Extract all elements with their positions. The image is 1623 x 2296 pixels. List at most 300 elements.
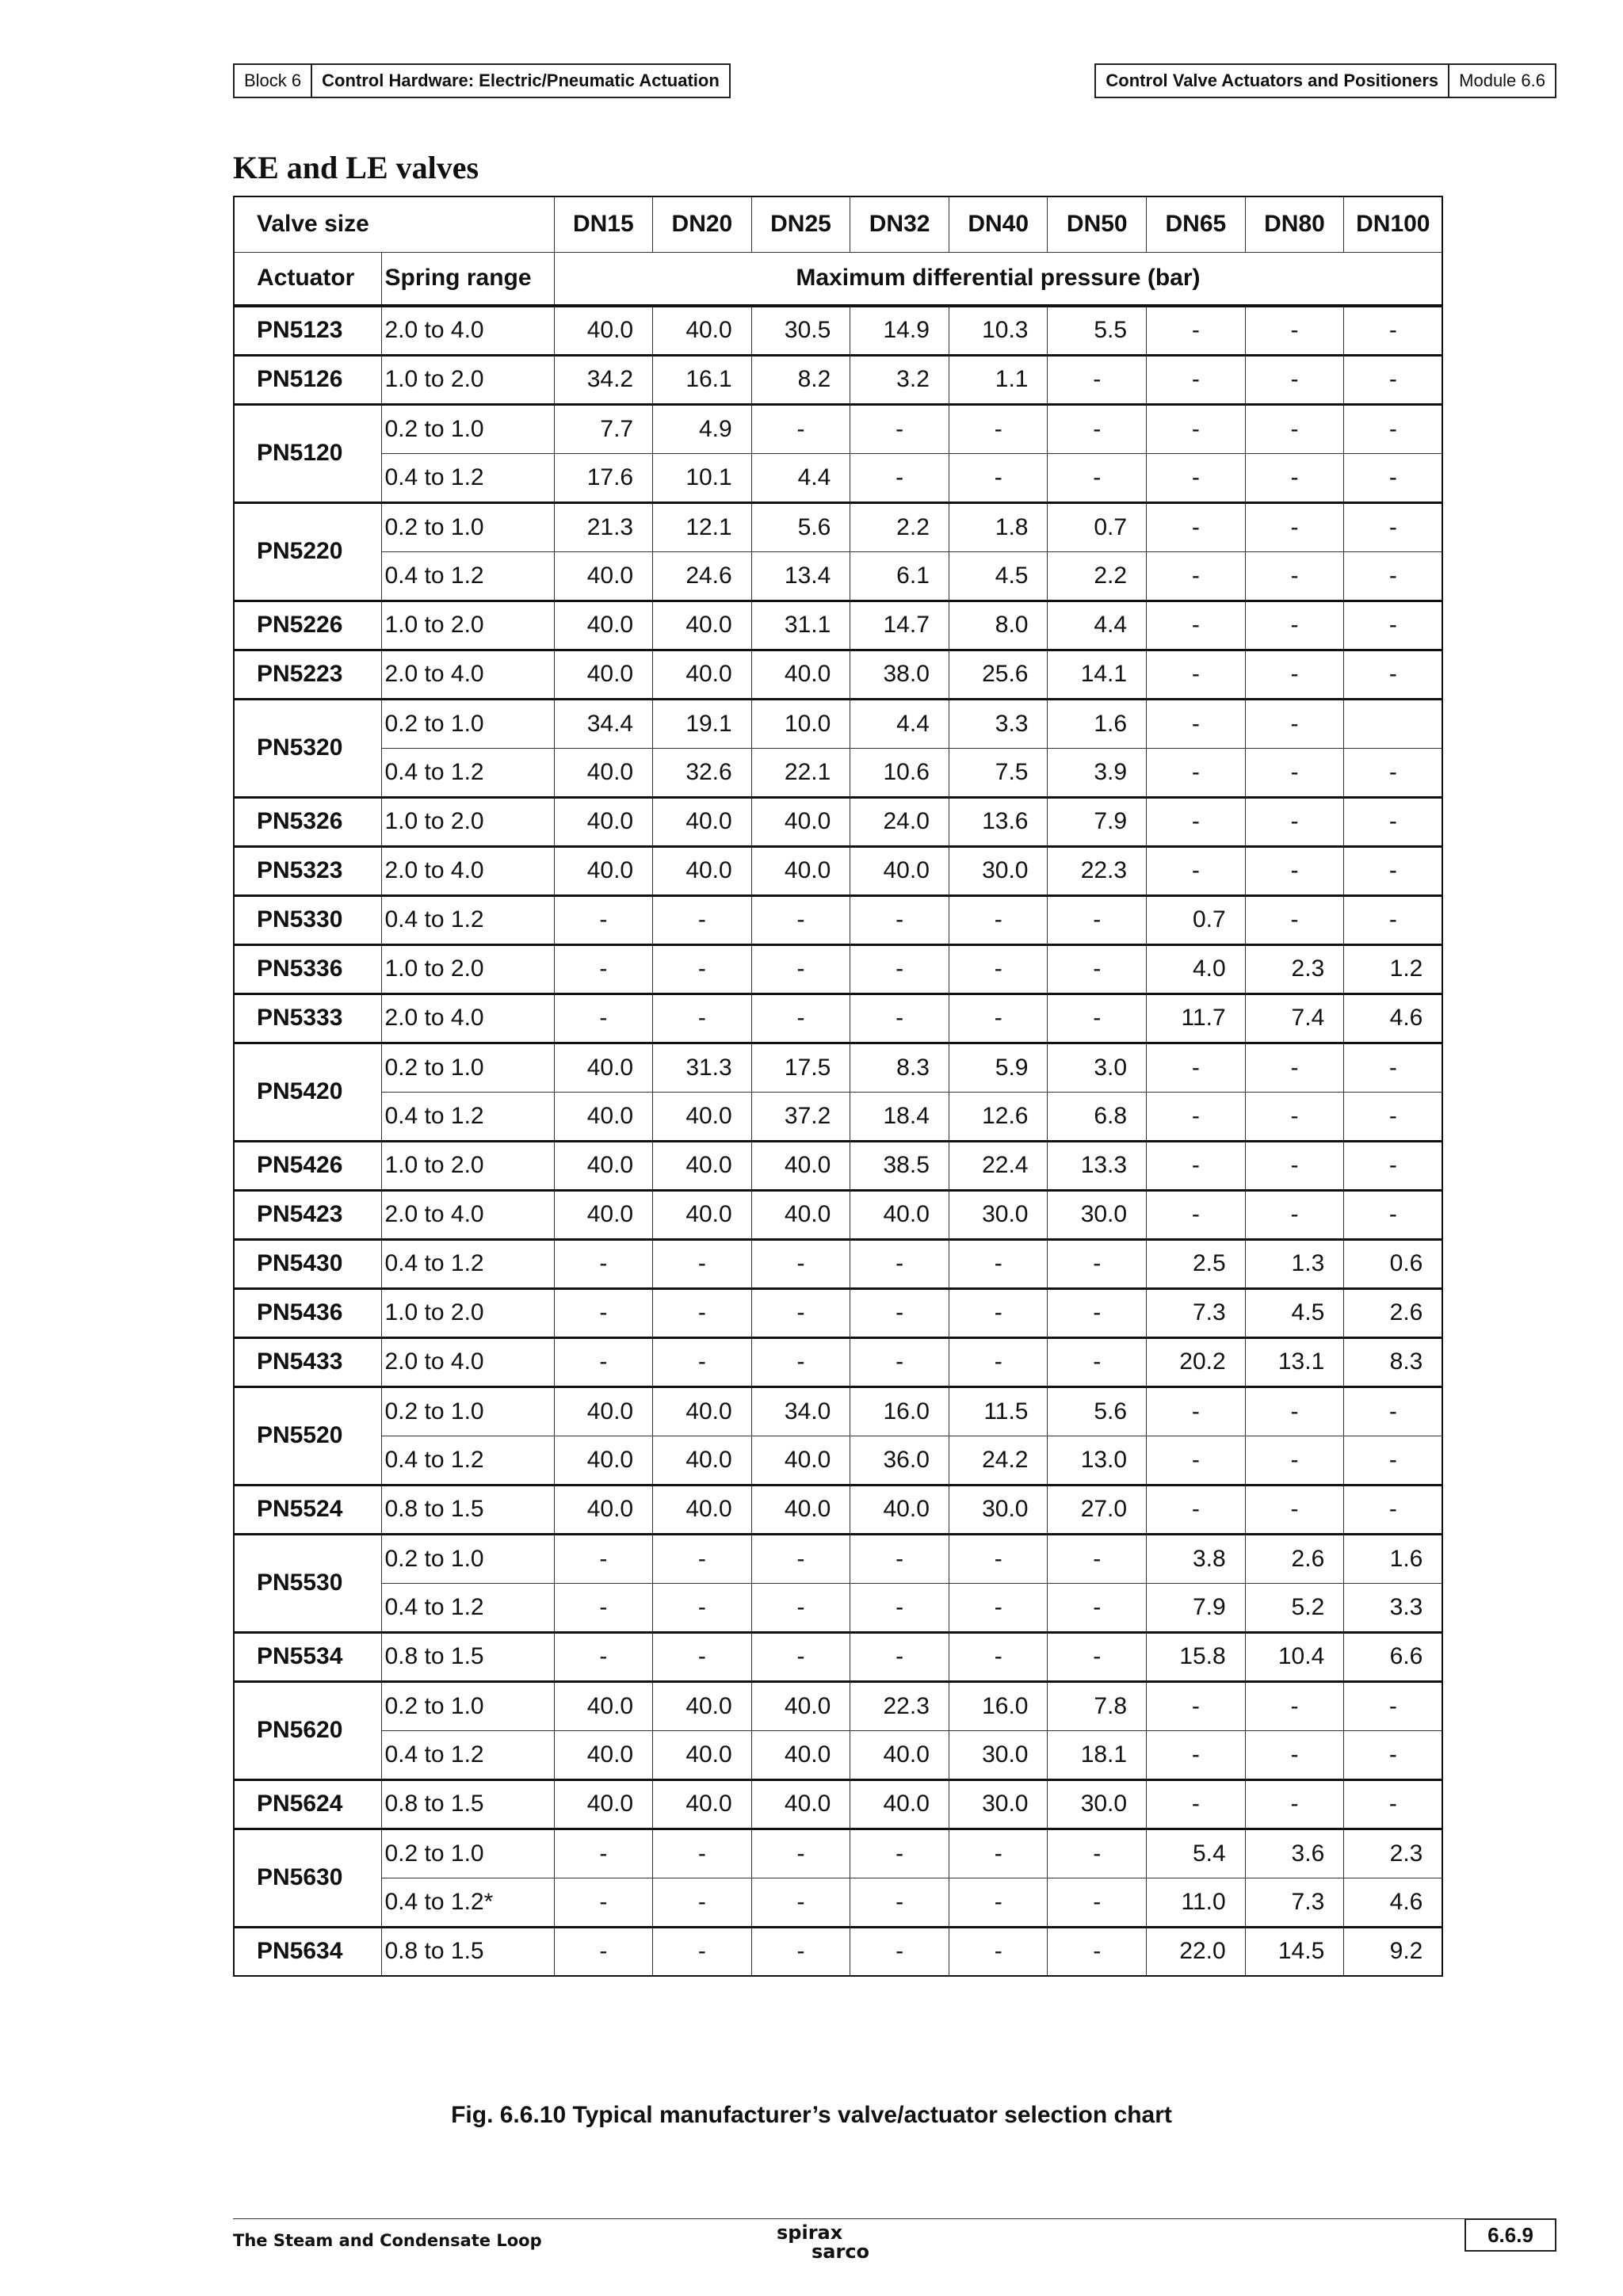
actuator-cell: PN5620 [234, 1681, 381, 1779]
pressure-cell: - [1147, 453, 1246, 502]
table-row [234, 944, 1442, 994]
pressure-cell: - [653, 1829, 752, 1878]
pressure-cell: - [1245, 895, 1344, 944]
spring-range-cell: 0.8 to 1.5 [381, 1485, 554, 1534]
pressure-cell: - [1344, 502, 1443, 551]
pressure-cell: 37.2 [751, 1092, 850, 1141]
actuator-cell: PN5436 [234, 1288, 381, 1337]
pressure-cell: - [751, 1583, 850, 1632]
pressure-cell: 7.9 [1147, 1583, 1246, 1632]
pressure-cell: - [554, 1288, 653, 1337]
pressure-cell: - [1344, 551, 1443, 601]
actuator-cell: PN5624 [234, 1779, 381, 1829]
pressure-cell: 40.0 [554, 1043, 653, 1092]
pressure-cell: 40.0 [751, 846, 850, 895]
pressure-cell: - [949, 453, 1048, 502]
pressure-cell: - [1245, 502, 1344, 551]
pressure-cell: 30.0 [949, 1485, 1048, 1534]
pressure-cell: 8.2 [751, 355, 850, 404]
pressure-cell: 40.0 [554, 1681, 653, 1730]
pressure-cell: 21.3 [554, 502, 653, 551]
table-row [234, 699, 1442, 748]
pressure-cell: - [949, 1829, 1048, 1878]
actuator-cell: PN5226 [234, 601, 381, 650]
pressure-cell: 4.0 [1147, 944, 1246, 994]
pressure-cell: 4.9 [653, 404, 752, 453]
table-row [234, 1485, 1442, 1534]
pressure-cell: - [850, 1829, 949, 1878]
pressure-cell: 31.1 [751, 601, 850, 650]
spring-range-cell: 0.2 to 1.0 [381, 1534, 554, 1583]
spring-range-cell: 2.0 to 4.0 [381, 846, 554, 895]
pressure-cell: 2.3 [1245, 944, 1344, 994]
spring-range-cell: 0.4 to 1.2 [381, 1583, 554, 1632]
pressure-cell: 40.0 [653, 1730, 752, 1779]
pressure-cell: 40.0 [554, 748, 653, 797]
table-row [234, 895, 1442, 944]
pressure-cell: 5.9 [949, 1043, 1048, 1092]
pressure-cell: - [1147, 1485, 1246, 1534]
pressure-cell: - [1245, 1141, 1344, 1190]
pressure-cell: 40.0 [653, 1141, 752, 1190]
pressure-cell: - [653, 1927, 752, 1976]
pressure-cell: 40.0 [850, 1779, 949, 1829]
size-header-dn100: DN100 [1344, 196, 1443, 252]
pressure-cell: 34.2 [554, 355, 653, 404]
pressure-cell: - [1048, 1632, 1147, 1681]
pressure-cell: - [653, 1534, 752, 1583]
actuator-cell: PN5330 [234, 895, 381, 944]
pressure-cell: - [1245, 1043, 1344, 1092]
pressure-cell: 24.0 [850, 797, 949, 846]
pressure-cell: 36.0 [850, 1436, 949, 1485]
size-header-dn32: DN32 [850, 196, 949, 252]
pressure-cell: - [1245, 748, 1344, 797]
pressure-cell: - [1344, 601, 1443, 650]
pressure-cell: - [1245, 699, 1344, 748]
pressure-cell: - [1245, 1681, 1344, 1730]
pressure-cell: 10.6 [850, 748, 949, 797]
pressure-cell: 3.8 [1147, 1534, 1246, 1583]
pressure-cell: 3.2 [850, 355, 949, 404]
pressure-cell: 7.3 [1147, 1288, 1246, 1337]
pressure-cell: 40.0 [850, 1190, 949, 1239]
pressure-cell: - [1245, 1485, 1344, 1534]
table-row [234, 1043, 1442, 1092]
pressure-cell: 22.1 [751, 748, 850, 797]
spring-range-cell: 0.4 to 1.2 [381, 1730, 554, 1779]
spring-range-cell: 0.4 to 1.2 [381, 748, 554, 797]
actuator-cell: PN5423 [234, 1190, 381, 1239]
pressure-cell: - [1344, 404, 1443, 453]
pressure-cell: 12.1 [653, 502, 752, 551]
pressure-cell: - [850, 1878, 949, 1927]
pressure-cell: - [1147, 601, 1246, 650]
pressure-cell: 16.1 [653, 355, 752, 404]
table-row [234, 1632, 1442, 1681]
size-header-dn80: DN80 [1245, 196, 1344, 252]
spring-range-cell: 0.2 to 1.0 [381, 502, 554, 551]
pressure-cell: - [1344, 797, 1443, 846]
pressure-cell: 5.6 [1048, 1386, 1147, 1436]
pressure-cell: - [1344, 748, 1443, 797]
pressure-cell: 4.4 [751, 453, 850, 502]
pressure-cell: - [1147, 846, 1246, 895]
pressure-cell: - [554, 1337, 653, 1386]
pressure-cell: - [554, 1927, 653, 1976]
pressure-cell: - [1344, 1190, 1443, 1239]
spring-range-cell: 1.0 to 2.0 [381, 601, 554, 650]
figure-caption: Fig. 6.6.10 Typical manufacturer’s valve/actuator selection chart [451, 2102, 1172, 2128]
pressure-cell: - [1344, 1386, 1443, 1436]
pressure-cell: 2.6 [1344, 1288, 1443, 1337]
pressure-cell: 40.0 [653, 650, 752, 699]
actuator-cell: PN5336 [234, 944, 381, 994]
spring-range-cell: 0.2 to 1.0 [381, 1829, 554, 1878]
pressure-cell: - [1245, 1730, 1344, 1779]
pressure-cell: 9.2 [1344, 1927, 1443, 1976]
pressure-cell: 10.1 [653, 453, 752, 502]
pressure-cell: - [1245, 797, 1344, 846]
pressure-cell: - [1147, 306, 1246, 355]
actuator-cell: PN5430 [234, 1239, 381, 1288]
pressure-cell: 13.3 [1048, 1141, 1147, 1190]
pressure-cell: 4.6 [1344, 994, 1443, 1043]
pressure-cell: 6.1 [850, 551, 949, 601]
pressure-cell: 2.2 [1048, 551, 1147, 601]
pressure-cell: 19.1 [653, 699, 752, 748]
pressure-cell: 22.0 [1147, 1927, 1246, 1976]
pressure-cell: 2.6 [1245, 1534, 1344, 1583]
pressure-cell: 2.2 [850, 502, 949, 551]
logo-top: spirax [777, 2222, 843, 2244]
pressure-cell: - [1048, 994, 1147, 1043]
pressure-cell: 5.2 [1245, 1583, 1344, 1632]
pressure-cell: - [653, 1878, 752, 1927]
module-label: Module 6.6 [1448, 65, 1555, 97]
table-row [234, 1878, 1442, 1927]
spring-range-label: Spring range [381, 252, 554, 306]
pressure-cell: - [554, 1583, 653, 1632]
pressure-cell: - [653, 1583, 752, 1632]
pressure-cell: 40.0 [554, 1779, 653, 1829]
pressure-cell: - [1048, 355, 1147, 404]
actuator-header-row [234, 252, 1442, 306]
pressure-cell: 40.0 [554, 1730, 653, 1779]
pressure-cell: - [850, 994, 949, 1043]
pressure-cell: 4.4 [1048, 601, 1147, 650]
pressure-cell: - [751, 1632, 850, 1681]
logo-bottom: sarco [812, 2241, 870, 2263]
pressure-cell: 40.0 [751, 1681, 850, 1730]
pressure-cell: 20.2 [1147, 1337, 1246, 1386]
pressure-cell: 40.0 [653, 1436, 752, 1485]
pressure-cell: - [1245, 601, 1344, 650]
spring-range-cell: 0.8 to 1.5 [381, 1779, 554, 1829]
actuator-cell: PN5630 [234, 1829, 381, 1927]
pressure-cell: - [1245, 1386, 1344, 1436]
pressure-cell: 3.3 [1344, 1583, 1443, 1632]
section-title: KE and LE valves [233, 150, 479, 185]
block-title: Control Hardware: Electric/Pneumatic Actuation [311, 65, 729, 97]
pressure-cell: 1.3 [1245, 1239, 1344, 1288]
pressure-cell: - [1344, 1436, 1443, 1485]
pressure-cell: 40.0 [751, 1730, 850, 1779]
pressure-cell: 5.4 [1147, 1829, 1246, 1878]
pressure-cell: 4.5 [1245, 1288, 1344, 1337]
actuator-cell: PN5326 [234, 797, 381, 846]
pressure-cell: - [1344, 1730, 1443, 1779]
pressure-cell: - [1147, 1141, 1246, 1190]
table-row [234, 1534, 1442, 1583]
pressure-cell: 31.3 [653, 1043, 752, 1092]
pressure-cell: - [751, 1878, 850, 1927]
table-row [234, 453, 1442, 502]
pressure-cell: - [1344, 306, 1443, 355]
table-row [234, 1436, 1442, 1485]
pressure-cell: 40.0 [653, 1190, 752, 1239]
pressure-cell: 18.1 [1048, 1730, 1147, 1779]
pressure-cell: 40.0 [653, 1386, 752, 1436]
valve-size-label: Valve size [234, 196, 554, 252]
pressure-cell: 7.9 [1048, 797, 1147, 846]
pressure-cell: - [850, 895, 949, 944]
spring-range-cell: 2.0 to 4.0 [381, 994, 554, 1043]
pressure-cell: 1.6 [1048, 699, 1147, 748]
pressure-cell: 7.3 [1245, 1878, 1344, 1927]
spring-range-cell: 1.0 to 2.0 [381, 1288, 554, 1337]
pressure-cell: 5.6 [751, 502, 850, 551]
pressure-cell: 12.6 [949, 1092, 1048, 1141]
table-row [234, 797, 1442, 846]
pressure-cell: - [1147, 1436, 1246, 1485]
size-header-dn65: DN65 [1147, 196, 1246, 252]
spring-range-cell: 2.0 to 4.0 [381, 1337, 554, 1386]
pressure-cell: 16.0 [949, 1681, 1048, 1730]
pressure-cell: - [1048, 1829, 1147, 1878]
pressure-cell: 32.6 [653, 748, 752, 797]
pressure-cell: 38.5 [850, 1141, 949, 1190]
spring-range-cell: 1.0 to 2.0 [381, 797, 554, 846]
pressure-cell: - [1344, 1779, 1443, 1829]
pressure-cell: 40.0 [554, 650, 653, 699]
pressure-cell: 34.0 [751, 1386, 850, 1436]
spring-range-cell: 0.4 to 1.2 [381, 1436, 554, 1485]
pressure-cell: 13.0 [1048, 1436, 1147, 1485]
table-row [234, 306, 1442, 355]
pressure-cell: - [653, 994, 752, 1043]
pressure-cell: 22.3 [850, 1681, 949, 1730]
pressure-cell: - [751, 895, 850, 944]
pressure-cell: - [949, 994, 1048, 1043]
pressure-cell: - [751, 994, 850, 1043]
pressure-cell: 40.0 [653, 797, 752, 846]
pressure-cell: 40.0 [751, 1190, 850, 1239]
pressure-cell: - [1245, 355, 1344, 404]
pressure-cell: - [1344, 1092, 1443, 1141]
pressure-cell: 40.0 [554, 1092, 653, 1141]
pressure-cell: 7.4 [1245, 994, 1344, 1043]
pressure-cell: 22.4 [949, 1141, 1048, 1190]
pressure-cell: - [1048, 944, 1147, 994]
pressure-cell: 8.0 [949, 601, 1048, 650]
pressure-cell: - [1147, 1779, 1246, 1829]
pressure-cell: 2.5 [1147, 1239, 1246, 1288]
table-row [234, 1288, 1442, 1337]
pressure-cell: 6.8 [1048, 1092, 1147, 1141]
table-row [234, 994, 1442, 1043]
spring-range-cell: 0.8 to 1.5 [381, 1927, 554, 1976]
pressure-cell: - [1147, 502, 1246, 551]
pressure-cell: 2.3 [1344, 1829, 1443, 1878]
pressure-cell: - [1147, 551, 1246, 601]
pressure-cell: - [1245, 1436, 1344, 1485]
pressure-cell: 1.6 [1344, 1534, 1443, 1583]
pressure-cell: 34.4 [554, 699, 653, 748]
actuator-cell: PN5634 [234, 1927, 381, 1976]
actuator-cell: PN5126 [234, 355, 381, 404]
pressure-cell: - [1245, 650, 1344, 699]
spring-range-cell: 0.4 to 1.2 [381, 551, 554, 601]
pressure-cell: - [1344, 1681, 1443, 1730]
pressure-cell: 11.5 [949, 1386, 1048, 1436]
actuator-cell: PN5426 [234, 1141, 381, 1190]
max-diff-pressure-label: Maximum differential pressure (bar) [554, 252, 1442, 306]
spring-range-cell: 2.0 to 4.0 [381, 650, 554, 699]
pressure-cell: - [1147, 650, 1246, 699]
pressure-cell: - [1048, 1288, 1147, 1337]
pressure-cell: - [1147, 1190, 1246, 1239]
table-row [234, 1092, 1442, 1141]
pressure-cell: 40.0 [554, 1436, 653, 1485]
pressure-cell: 16.0 [850, 1386, 949, 1436]
pressure-cell: - [850, 453, 949, 502]
pressure-cell: - [1344, 846, 1443, 895]
pressure-cell: - [949, 1878, 1048, 1927]
pressure-cell: - [653, 1632, 752, 1681]
pressure-cell: - [1344, 453, 1443, 502]
pressure-cell: 8.3 [850, 1043, 949, 1092]
footer-title: The Steam and Condensate Loop [233, 2231, 542, 2250]
pressure-cell: - [554, 1878, 653, 1927]
table-row [234, 1190, 1442, 1239]
pressure-cell: 10.0 [751, 699, 850, 748]
spring-range-cell: 0.4 to 1.2* [381, 1878, 554, 1927]
pressure-cell: - [1048, 1534, 1147, 1583]
spring-range-cell: 0.4 to 1.2 [381, 1092, 554, 1141]
spring-range-cell: 2.0 to 4.0 [381, 306, 554, 355]
actuator-cell: PN5120 [234, 404, 381, 502]
pressure-cell: 3.3 [949, 699, 1048, 748]
pressure-cell: - [1147, 1386, 1246, 1436]
pressure-cell: - [850, 944, 949, 994]
table-row [234, 748, 1442, 797]
pressure-cell: 7.8 [1048, 1681, 1147, 1730]
pressure-cell: 7.7 [554, 404, 653, 453]
table-row [234, 1239, 1442, 1288]
pressure-cell: 40.0 [653, 846, 752, 895]
pressure-cell: - [949, 1239, 1048, 1288]
pressure-cell: - [653, 944, 752, 994]
pressure-cell: - [1344, 1141, 1443, 1190]
spring-range-cell: 0.4 to 1.2 [381, 895, 554, 944]
pressure-cell: 5.5 [1048, 306, 1147, 355]
pressure-cell: 6.6 [1344, 1632, 1443, 1681]
table-row [234, 1583, 1442, 1632]
pressure-cell: - [949, 1534, 1048, 1583]
pressure-cell: - [850, 1632, 949, 1681]
actuator-cell: PN5333 [234, 994, 381, 1043]
pressure-cell: - [850, 1583, 949, 1632]
pressure-cell: - [850, 1337, 949, 1386]
page-number: 6.6.9 [1465, 2218, 1556, 2252]
pressure-cell: 40.0 [554, 846, 653, 895]
pressure-cell: 18.4 [850, 1092, 949, 1141]
pressure-cell: - [554, 1534, 653, 1583]
pressure-cell: - [1147, 355, 1246, 404]
pressure-cell: - [850, 1927, 949, 1976]
pressure-cell: 11.7 [1147, 994, 1246, 1043]
spring-range-cell: 0.8 to 1.5 [381, 1632, 554, 1681]
pressure-cell: 3.6 [1245, 1829, 1344, 1878]
spirax-sarco-logo [777, 2218, 903, 2274]
pressure-cell: 40.0 [653, 601, 752, 650]
pressure-cell: - [1147, 1043, 1246, 1092]
pressure-cell: - [751, 1927, 850, 1976]
table-row [234, 1829, 1442, 1878]
pressure-cell: 4.6 [1344, 1878, 1443, 1927]
pressure-cell: - [949, 895, 1048, 944]
pressure-cell: - [1147, 404, 1246, 453]
table-row [234, 1730, 1442, 1779]
pressure-cell: 40.0 [751, 797, 850, 846]
pressure-cell: - [949, 1583, 1048, 1632]
table-row [234, 846, 1442, 895]
pressure-cell: - [949, 1632, 1048, 1681]
pressure-cell: 0.6 [1344, 1239, 1443, 1288]
pressure-cell: - [1147, 748, 1246, 797]
pressure-cell: 14.9 [850, 306, 949, 355]
pressure-cell: 30.0 [949, 846, 1048, 895]
spring-range-cell: 0.2 to 1.0 [381, 1386, 554, 1436]
pressure-cell: - [949, 404, 1048, 453]
pressure-cell: - [1344, 895, 1443, 944]
pressure-cell: 3.0 [1048, 1043, 1147, 1092]
pressure-cell: - [949, 1927, 1048, 1976]
pressure-cell: - [1344, 1043, 1443, 1092]
actuator-cell: PN5524 [234, 1485, 381, 1534]
pressure-cell: 4.4 [850, 699, 949, 748]
pressure-cell: - [1245, 453, 1344, 502]
table-row [234, 601, 1442, 650]
pressure-cell: - [1344, 1485, 1443, 1534]
pressure-cell: - [653, 1288, 752, 1337]
pressure-cell: 22.3 [1048, 846, 1147, 895]
pressure-cell: 14.1 [1048, 650, 1147, 699]
pressure-cell: 30.0 [1048, 1779, 1147, 1829]
size-header-dn25: DN25 [751, 196, 850, 252]
pressure-cell: - [949, 944, 1048, 994]
size-header-dn20: DN20 [653, 196, 752, 252]
pressure-cell: - [949, 1288, 1048, 1337]
table-body [234, 306, 1442, 1976]
pressure-cell: - [1147, 797, 1246, 846]
pressure-cell: 40.0 [554, 306, 653, 355]
actuator-cell: PN5433 [234, 1337, 381, 1386]
pressure-cell: 40.0 [751, 1485, 850, 1534]
actuator-cell: PN5320 [234, 699, 381, 797]
pressure-cell: 40.0 [554, 1141, 653, 1190]
